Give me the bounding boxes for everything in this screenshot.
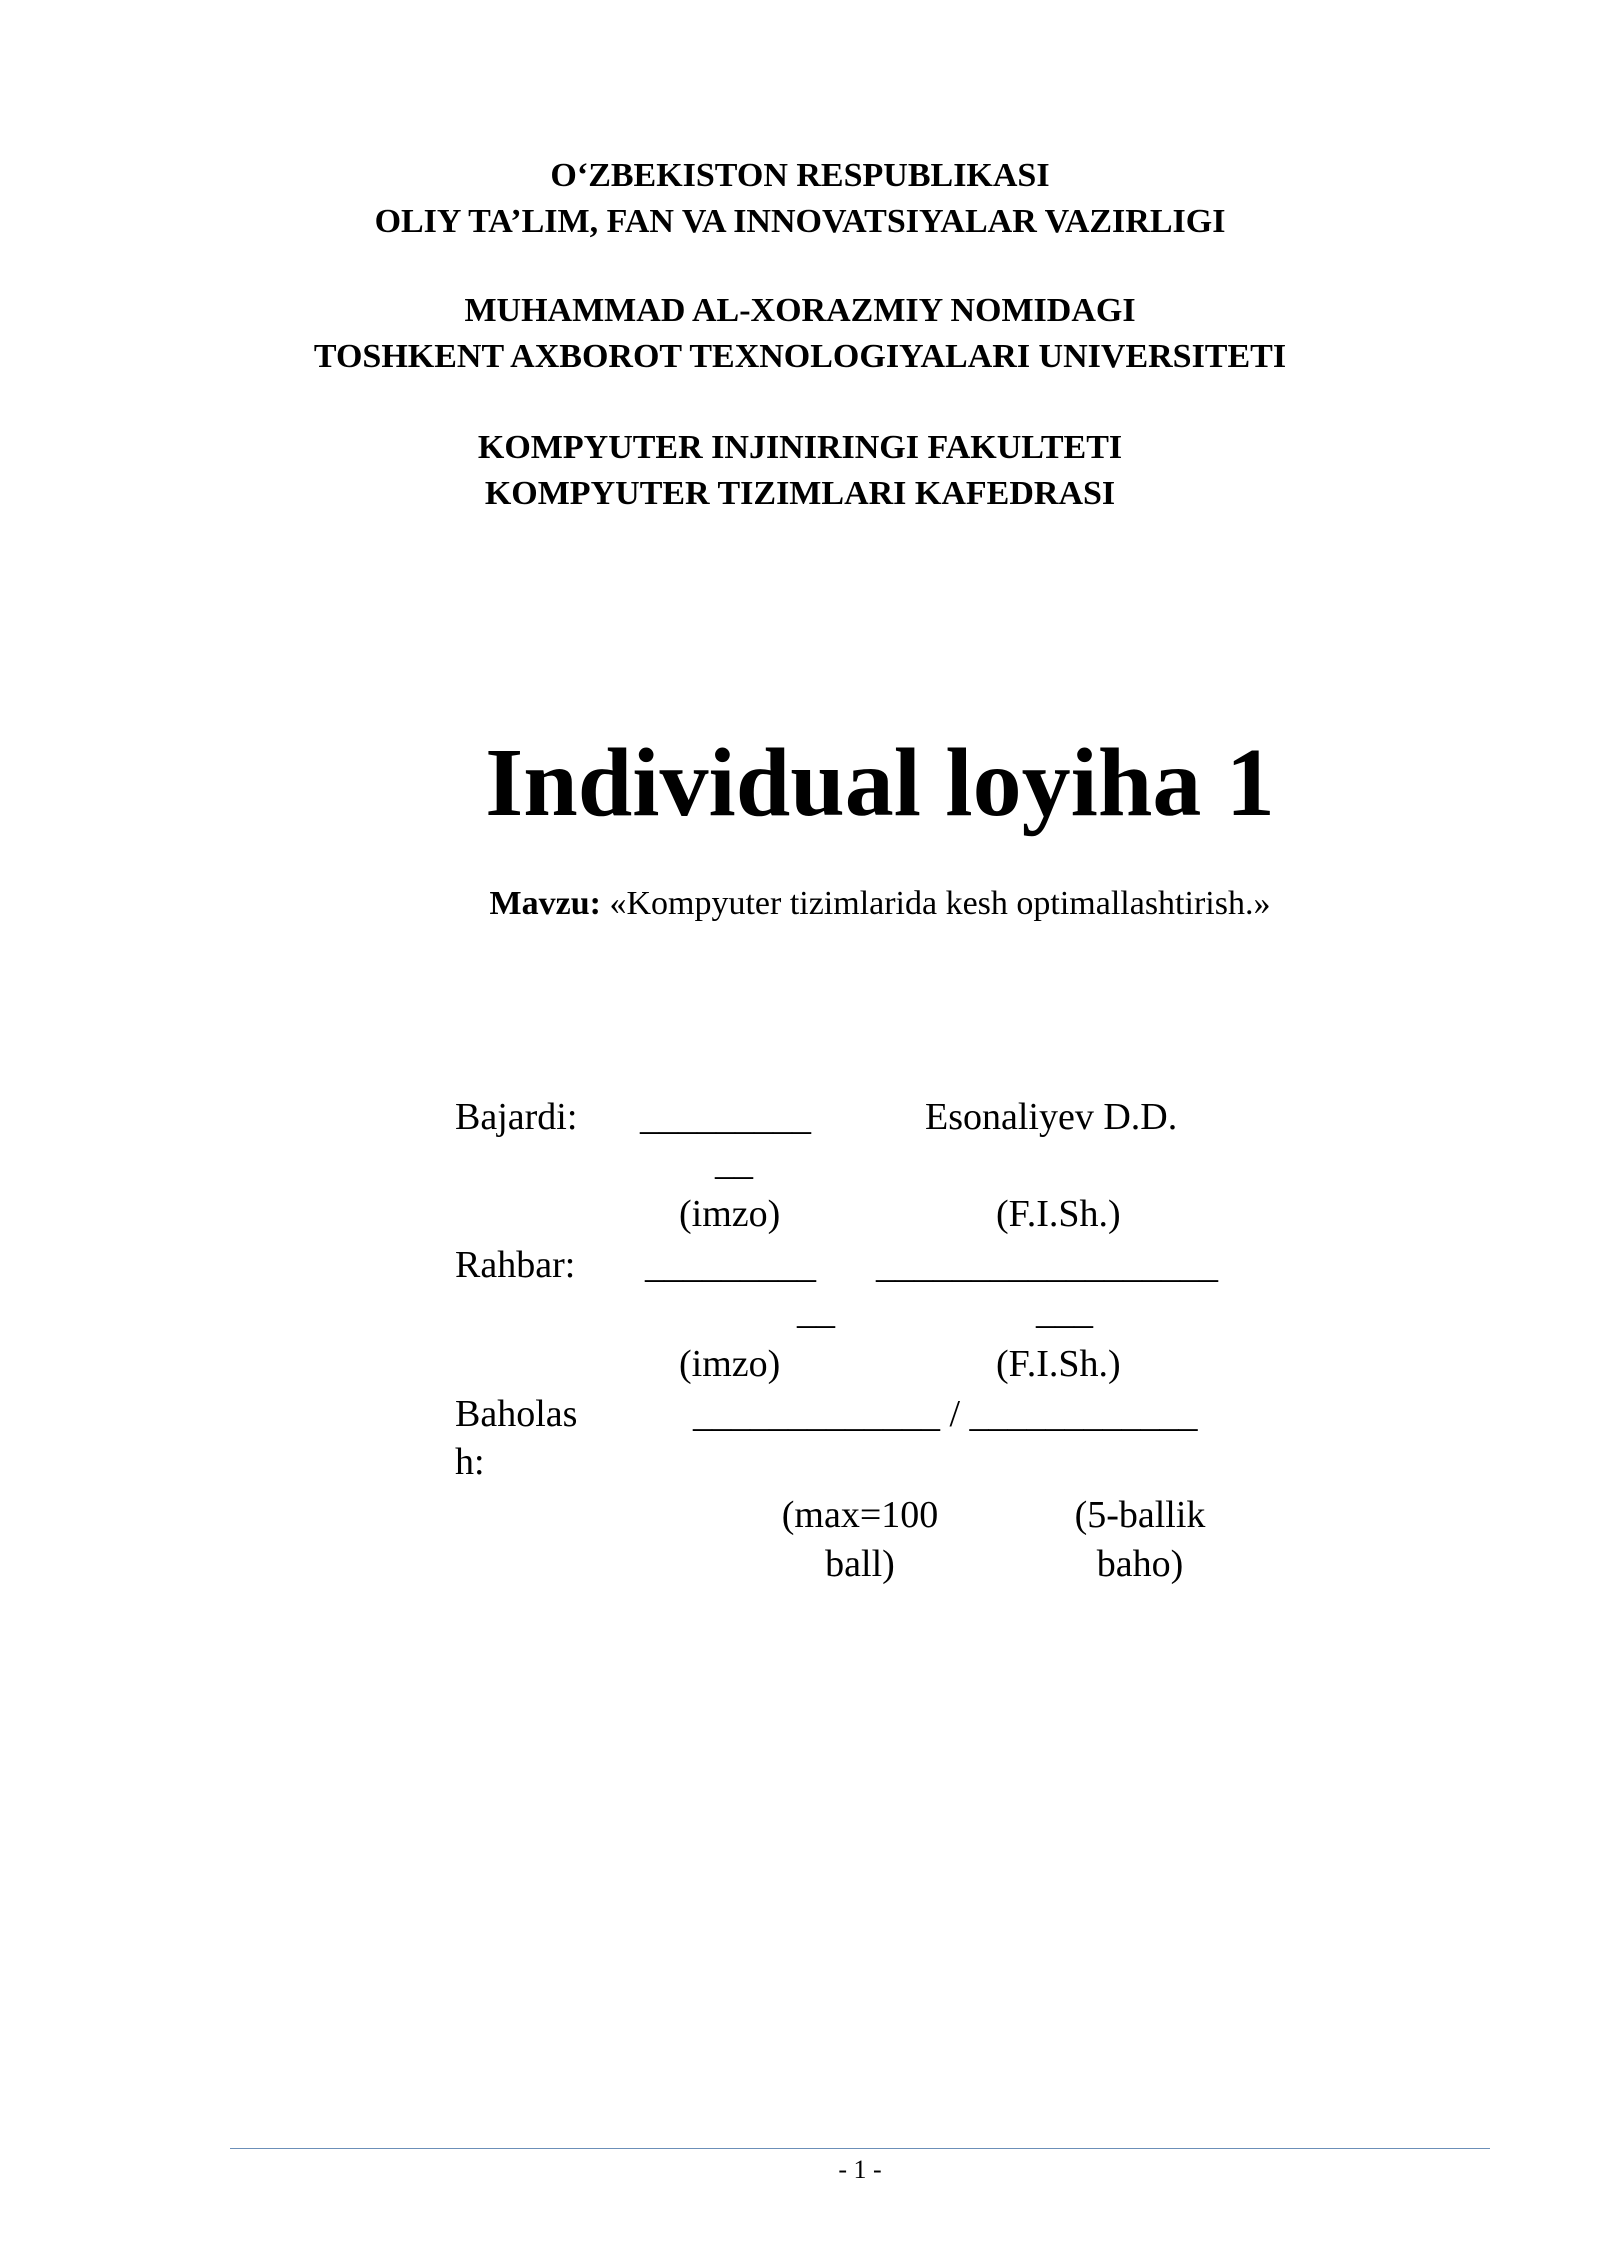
baholash-grade-caption-1: (5-ballik	[1074, 1494, 1206, 1536]
footer-divider	[230, 2148, 1490, 2149]
bajardi-sign-line-tail: __	[715, 1141, 753, 1183]
baholash-score-line: _____________ / ____________	[693, 1393, 1198, 1435]
page-number: - 1 -	[838, 2155, 882, 2184]
bajardi-sign-caption: (imzo)	[679, 1193, 781, 1235]
rahbar-sign-line-tail: __	[797, 1290, 835, 1332]
baholash-grade-caption-2: baho)	[1096, 1543, 1184, 1585]
rahbar-sign-line: _________	[645, 1244, 816, 1286]
rahbar-name-line-tail: ___	[1036, 1290, 1093, 1332]
topic-label: Mavzu:	[489, 885, 601, 922]
bajardi-label: Bajardi:	[455, 1096, 578, 1138]
topic-line	[0, 882, 1600, 926]
bajardi-name-caption: (F.I.Sh.)	[996, 1193, 1121, 1235]
university-name-line1: MUHAMMAD AL-XORAZMIY NOMIDAGI	[464, 292, 1136, 329]
bajardi-sign-line: _________	[640, 1096, 811, 1138]
baholash-label-part1: Baholas	[455, 1393, 578, 1435]
rahbar-label: Rahbar:	[455, 1244, 576, 1286]
ministry-name: OLIY TA’LIM, FAN VA INNOVATSIYALAR VAZIRLIGI	[374, 203, 1226, 240]
department-name: KOMPYUTER TIZIMLARI KAFEDRASI	[484, 475, 1116, 512]
rahbar-name-line: __________________	[876, 1244, 1218, 1286]
topic-text: «Kompyuter tizimlarida kesh optimallashtirish.»	[600, 885, 1271, 922]
university-name-line2: TOSHKENT AXBOROT TEXNOLOGIYALARI UNIVERSITETI	[313, 338, 1287, 375]
baholash-score-caption-1: (max=100	[781, 1494, 939, 1536]
document-title: Individual loyiha 1	[485, 729, 1275, 837]
rahbar-name-caption: (F.I.Sh.)	[996, 1343, 1121, 1385]
rahbar-sign-caption: (imzo)	[679, 1343, 781, 1385]
baholash-score-caption-2: ball)	[825, 1543, 895, 1585]
bajardi-name: Esonaliyev D.D.	[925, 1096, 1178, 1138]
baholash-label-part2: h:	[455, 1441, 485, 1483]
faculty-name: KOMPYUTER INJINIRINGI FAKULTETI	[477, 429, 1123, 466]
ministry-country: O‘ZBEKISTON RESPUBLIKASI	[550, 157, 1050, 194]
